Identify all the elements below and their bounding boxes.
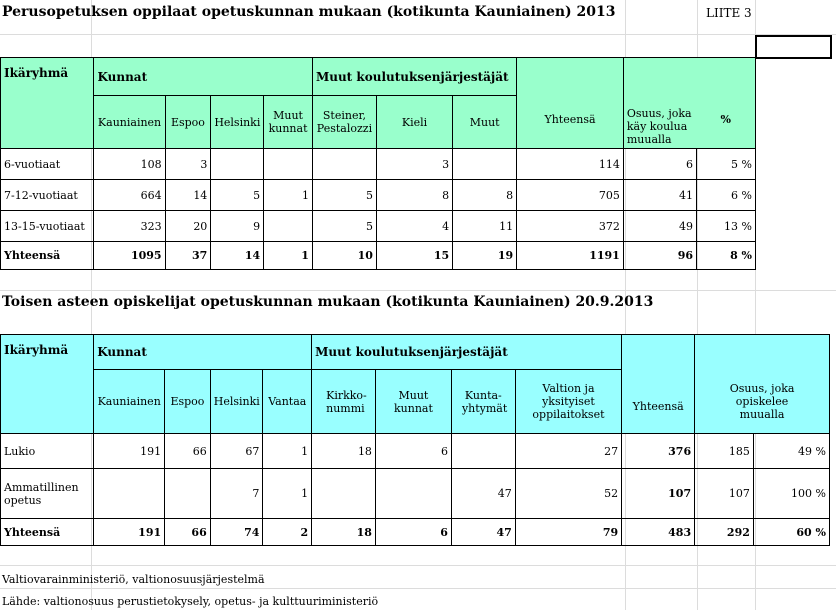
cell: 27 [515, 434, 621, 469]
cell: 1 [263, 434, 312, 469]
cell: 2 [263, 519, 312, 546]
cell [211, 149, 264, 180]
cell: 3 [165, 149, 211, 180]
row-label: Lukio [1, 434, 94, 469]
cell: 6 % [697, 180, 756, 211]
cell [94, 469, 165, 519]
cell: 96 [623, 242, 696, 270]
cell: 18 [312, 519, 376, 546]
header-age-group: Ikäryhmä [1, 58, 94, 149]
cell: 5 % [697, 149, 756, 180]
cell: 47 [451, 519, 515, 546]
header-percent: % [697, 58, 756, 149]
table1-title: Perusopetuksen oppilaat opetuskunnan mukaan (kotikunta Kauniainen) 2013 [2, 4, 616, 20]
cell: 107 [622, 469, 695, 519]
cell: 60 % [753, 519, 829, 546]
cell: 47 [451, 469, 515, 519]
header-valtion: Valtion ja yksityiset oppilaitokset [515, 370, 621, 434]
cell: 191 [94, 434, 165, 469]
cell: 15 [376, 242, 452, 270]
cell: 7 [210, 469, 263, 519]
header-kieli: Kieli [376, 96, 452, 149]
header-share: Osuus, joka käy koulua muualla [623, 58, 696, 149]
cell [453, 149, 517, 180]
cell: 66 [165, 519, 211, 546]
row-label: Yhteensä [1, 242, 94, 270]
cell: 20 [165, 211, 211, 242]
grid-line [0, 290, 836, 291]
cell: 6 [375, 434, 451, 469]
cell: 18 [312, 434, 376, 469]
appendix-label: LIITE 3 [706, 6, 752, 20]
header-kunnat: Kunnat [94, 335, 312, 370]
cell: 13 % [697, 211, 756, 242]
header-kauniainen: Kauniainen [94, 96, 165, 149]
cell: 52 [515, 469, 621, 519]
header-total: Yhteensä [622, 335, 695, 434]
cell: 1 [264, 180, 313, 211]
cell [375, 469, 451, 519]
cell: 6 [623, 149, 696, 180]
total-row [1, 519, 830, 546]
cell: 1 [264, 242, 313, 270]
cell: 705 [517, 180, 624, 211]
header-muut-kunnat: Muut kunnat [375, 370, 451, 434]
header-other-providers: Muut koulutuksenjärjestäjät [312, 335, 622, 370]
header-share: Osuus, joka opiskelee muualla [695, 335, 830, 434]
header-espoo: Espoo [165, 96, 211, 149]
row-label: Ammatillinen opetus [1, 469, 94, 519]
selected-cell[interactable] [755, 35, 832, 59]
cell: 79 [515, 519, 621, 546]
row-label: Yhteensä [1, 519, 94, 546]
table2-title: Toisen asteen opiskelijat opetuskunnan mukaan (kotikunta Kauniainen) 20.9.2013 [2, 294, 654, 310]
total-row [1, 242, 756, 270]
table2 [0, 334, 830, 546]
cell [451, 434, 515, 469]
cell: 11 [453, 211, 517, 242]
cell: 67 [210, 434, 263, 469]
header-helsinki: Helsinki [211, 96, 264, 149]
cell: 108 [94, 149, 165, 180]
cell: 100 % [753, 469, 829, 519]
cell: 191 [94, 519, 165, 546]
cell: 19 [453, 242, 517, 270]
cell: 372 [517, 211, 624, 242]
header-muut: Muut [453, 96, 517, 149]
cell: 41 [623, 180, 696, 211]
row-label: 6-vuotiaat [1, 149, 94, 180]
cell [165, 469, 211, 519]
cell: 376 [622, 434, 695, 469]
cell: 37 [165, 242, 211, 270]
cell: 49 [623, 211, 696, 242]
table1 [0, 57, 756, 270]
cell: 8 [453, 180, 517, 211]
table-row [1, 469, 830, 519]
cell: 664 [94, 180, 165, 211]
grid-line [0, 34, 836, 35]
cell: 8 [376, 180, 452, 211]
cell: 1191 [517, 242, 624, 270]
header-kunnat: Kunnat [94, 58, 312, 96]
cell: 107 [695, 469, 754, 519]
cell: 5 [312, 180, 376, 211]
header-steiner: Steiner, Pestalozzi [312, 96, 376, 149]
grid-line [0, 588, 836, 589]
header-kirkkonummi: Kirkko-nummi [312, 370, 376, 434]
row-label: 7-12-vuotiaat [1, 180, 94, 211]
table-row [1, 434, 830, 469]
cell: 5 [211, 180, 264, 211]
footer-line1: Valtiovarainministeriö, valtionosuusjärjestelmä [2, 573, 265, 586]
cell: 66 [165, 434, 211, 469]
row-label: 13-15-vuotiaat [1, 211, 94, 242]
cell [264, 211, 313, 242]
cell: 4 [376, 211, 452, 242]
header-total: Yhteensä [517, 58, 624, 149]
cell: 10 [312, 242, 376, 270]
cell: 14 [165, 180, 211, 211]
grid-line [0, 565, 836, 566]
cell: 483 [622, 519, 695, 546]
cell: 3 [376, 149, 452, 180]
cell: 323 [94, 211, 165, 242]
header-kuntayhtymat: Kunta-yhtymät [451, 370, 515, 434]
cell: 49 % [753, 434, 829, 469]
table-row [1, 149, 756, 180]
header-age-group: Ikäryhmä [1, 335, 94, 434]
footer-line2: Lähde: valtionosuus perustietokysely, opetus- ja kulttuuriministeriö [2, 595, 379, 608]
header-kauniainen: Kauniainen [94, 370, 165, 434]
cell: 114 [517, 149, 624, 180]
cell: 8 % [697, 242, 756, 270]
cell: 292 [695, 519, 754, 546]
cell: 14 [211, 242, 264, 270]
header-espoo: Espoo [165, 370, 211, 434]
cell: 5 [312, 211, 376, 242]
cell: 185 [695, 434, 754, 469]
table-row [1, 211, 756, 242]
cell: 9 [211, 211, 264, 242]
cell [312, 149, 376, 180]
cell: 1095 [94, 242, 165, 270]
cell [264, 149, 313, 180]
cell: 1 [263, 469, 312, 519]
cell: 6 [375, 519, 451, 546]
table-row [1, 180, 756, 211]
header-vantaa: Vantaa [263, 370, 312, 434]
cell [312, 469, 376, 519]
header-helsinki: Helsinki [210, 370, 263, 434]
header-muut-kunnat: Muut kunnat [264, 96, 313, 149]
header-other-providers: Muut koulutuksenjärjestäjät [312, 58, 516, 96]
cell: 74 [210, 519, 263, 546]
